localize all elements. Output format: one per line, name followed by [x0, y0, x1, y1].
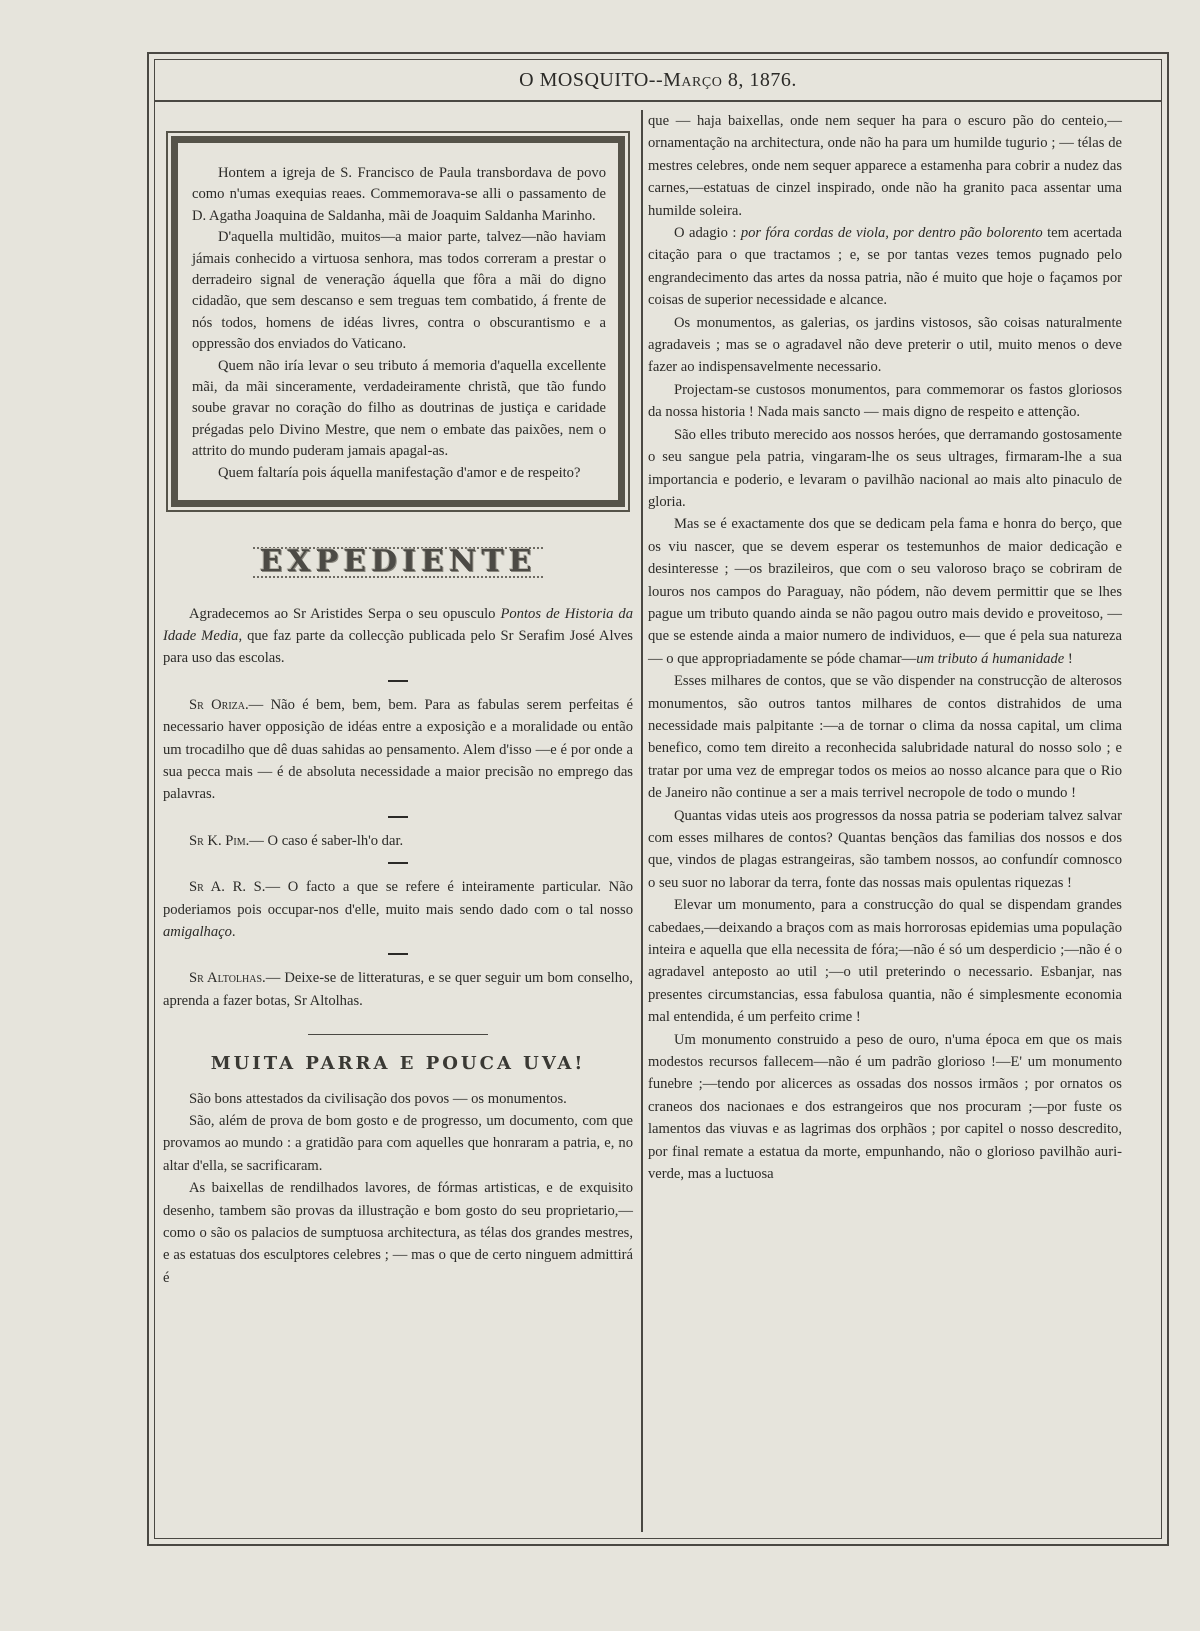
reply-altolhas [163, 967, 633, 1012]
masthead-month: Março [663, 69, 723, 91]
reply-recipient: Sr A. R. S. [189, 879, 266, 896]
reply-text: . [231, 923, 236, 940]
column-divider [641, 110, 643, 1532]
article-paragraph: As baixellas de rendilhados lavores, de fórmas artisticas, e de exquisito desenho, tambem são provas da illustração e bom gosto do seu proprietario,—como o são os palacios de sumptuosa architectura, as télas dos grandes mestres, e as estatuas dos esculptores celebres ; — mas o que de certo ninguem admittirá é [163, 1180, 633, 1286]
reply-emphasis: amigalhaço [163, 923, 232, 940]
notice-paragraph: Hontem a igreja de S. Francisco de Paula transbordava de povo como n'umas exequias reaes. Commemorava-se alli o passamento de D. Agatha Joaquina de Saldanha, mãi de Joaquim Saldanha Marinho. [192, 165, 606, 224]
article-text: tem acertada citação para o que tractamos ; e, se por tantas vezes temos pugnado pelo engrandecimento das artes da nossa patria, não é muito que hoje o façamos por coisas de superior necessidade e alcance. [648, 225, 1122, 309]
separator-dash [388, 680, 408, 682]
section-rule [308, 1034, 488, 1035]
reply-text: — Não é bem, bem, bem. Para as fabulas serem perfeitas é necessario haver opposição de idéas entre a exposição e a moralidade ou então um trocadilho que dê duas sahidas ao pensamento. Alem d'isso —e é por onde a sua pecca mais — é de absoluta necessidade a maior precisão no emprego das palavras. [163, 696, 633, 803]
reply-ars [163, 876, 633, 943]
article-paragraph: Os monumentos, as galerias, os jardins vistosos, são coisas naturalmente agradaveis ; mas se o agradavel não deve preterir o util, muito menos o deve fazer ao indispensavelmente necessario. [648, 314, 1122, 376]
separator-dash [388, 816, 408, 818]
separator-dash [388, 953, 408, 955]
reply-recipient: Sr Oriza. [189, 696, 249, 713]
masthead-date: 8, 1876. [722, 69, 797, 91]
left-column [163, 110, 633, 1528]
separator-dash [388, 862, 408, 864]
obituary-notice-box [171, 136, 625, 507]
right-column [648, 110, 1122, 1528]
article-paragraph: que — haja baixellas, onde nem sequer ha para o escuro pão do centeio,— ornamentação na architectura, onde não ha para um humilde tugurio ; — télas de mestres celebres, onde nem sequer apparece a estamenha para cobrir a nudez das carnes,—estatuas de cinzel inspirado, onde não ha granito paca assentar uma humilde soleira. [648, 113, 1122, 219]
notice-paragraph: Quem faltaría pois áquella manifestação d'amor e de respeito? [218, 464, 581, 481]
newspaper-page [147, 52, 1169, 1546]
masthead-title: O MOSQUITO-- [519, 69, 664, 91]
reply-recipient: Sr Altolhas. [189, 970, 266, 987]
reply-text: — O facto a que se refere é inteiramente particular. Não poderiamos pois occupar-nos d'elle, muito mais sendo dado com o tal nosso [163, 879, 633, 918]
article-paragraph: São, além de prova de bom gosto e de progresso, um documento, com que provamos ao mundo : a gratidão para com aquelles que honraram a patria, e, no altar d'ella, se sacrificaram. [163, 1113, 633, 1174]
page-frame [154, 59, 1162, 1539]
article-paragraph: Um monumento construido a peso de ouro, n'uma época em que os mais modestos recursos fallecem—não é um padrão glorioso !—E' um monumento funebre ;—tendo por alicerces as ossadas dos nossos irmãos ; por ornatos os craneos dos nacionaes e dos estrangeiros que nos procuram ;—por fuste os lamentos das viuvas e as lagrimas dos orphãos ; por capitel o nosso descredito, por final remate a estatua da morte, empunhando, não o glorioso pavilhão auri-verde, mas a luctuosa [648, 1031, 1122, 1183]
reply-kpim [163, 830, 633, 852]
article-paragraph: São bons attestados da civilisação dos povos — os monumentos. [189, 1090, 567, 1107]
article-text: Mas se é exactamente dos que se dedicam pela fama e honra do berço, que os viu nascer, que se devem esperar os testemunhos de maior dedicação e desinteresse ; —os brazileiros, que com o seu valoroso braço se cobriram de louros nos campos do Paraguay, não pódem, não devem permittir que se lhes pague um tributo quando ainda se não pagou outro mais devido e proveitoso, — que se estende ainda a maior numero de individuos, e— que é pela sua natureza — o que appropriadamente se póde chamar— [648, 516, 1122, 667]
article-paragraph: Elevar um monumento, para a construcção do qual se dispendam grandes cabedaes,—deixando a braços com as mais horrorosas epidemias uma população inteira e aquella que ella necessita de fóra;—não é só um desperdicio ;—não é o agradavel anteposto ao util ;—o util preterindo o necessario. Esbanjar, nas presentes circumstancias, essa fabulosa quantia, não é simplesmente economia mal entendida, é um perfeito crime ! [648, 897, 1122, 1026]
article-paragraph: Quantas vidas uteis aos progressos da nossa patria se poderiam talvez salvar com esses milhares de contos? Quantas bençãos das familias dos nossos e dos que, vindos de plagas estrangeiras, são tambem nossos, ao confundír comnosco o seu suor no laborar da terra, fonte das nossas mais opulentas riquezas ! [648, 807, 1122, 891]
article-text: O adagio : [674, 225, 741, 242]
article-paragraph: São elles tributo merecido aos nossos heróes, que derramando gostosamente o seu sangue pela patria, vingaram-lhe os seus ultrages, firmaram-lhe a sua importancia e poderio, e levaram o pavilhão nacional ao mais alto pinaculo de gloria. [648, 426, 1122, 510]
expediente-acknowledgement [163, 603, 633, 670]
article-title: MUITA PARRA E POUCA UVA! [210, 1053, 586, 1075]
reply-recipient: Sr K. Pim. [189, 832, 250, 849]
reply-text: — Deixe-se de litteraturas, e se quer seguir um bom conselho, aprenda a fazer botas, Sr Altolhas. [163, 970, 633, 1009]
masthead [155, 60, 1161, 102]
expediente-heading [163, 544, 633, 580]
article-text: ! [1064, 650, 1073, 667]
reply-oriza [163, 694, 633, 806]
ack-text: , que faz parte da collecção publicada pelo Sr Serafim José Alves para uso das escolas. [163, 627, 633, 667]
article-paragraph: Esses milhares de contos, que se vão dispender na construcção de alterosos monumentos, são outros tantos milhares de contos distrahidos de uma necessidade mais palpitante :—a de tornar o clima da nossa capital, um clima benefico, como tem direito a reconhecida salubridade natural do nosso solo ; e tratar por uma vez de empregar todos os meios ao nosso alcance para que o Rio de Janeiro não continue a ser a mais terrivel necropole de todo o mundo ! [648, 673, 1122, 802]
article-proverb: por fóra cordas de viola, por dentro pão bolorento [740, 225, 1043, 242]
expediente-heading-text: EXPEDIENTE [253, 547, 542, 577]
article-paragraph [648, 513, 1122, 670]
ack-book-title: Pontos de Historia da Idade Media [163, 605, 633, 644]
notice-paragraph: D'aquella multidão, muitos—a maior parte, talvez—não haviam jámais conhecido a virtuosa senhora, mas todos correram a prestar o derradeiro signal de veneração áquella que fôra a mãi do digno cidadão, que sem descanso e sem treguas tem combatido, á frente de nós todos, homens de idéas livres, contra o obscurantismo e a oppressão dos enviados do Vaticano. [192, 229, 606, 353]
ack-text: Agradecemos ao Sr Aristides Serpa o seu opusculo [189, 605, 501, 622]
article-paragraph [648, 222, 1122, 312]
reply-text: — O caso é saber-lh'o dar. [249, 832, 404, 849]
article-paragraph: Projectam-se custosos monumentos, para commemorar os fastos gloriosos da nossa historia ! Nada mais sancto — mais digno de respeito e attenção. [648, 381, 1122, 421]
article-emphasis: um tributo á humanidade [916, 650, 1065, 667]
notice-paragraph: Quem não iría levar o seu tributo á memoria d'aquella excellente mãi, da mãi sinceramente, verdadeiramente christã, que tão fundo soube gravar no coração do filho as doutrinas de justiça e caridade prégadas pelo Divino Mestre, que nem o embate das paixões, nem o attrito do mundo puderam jamais apagal-as. [192, 357, 606, 460]
